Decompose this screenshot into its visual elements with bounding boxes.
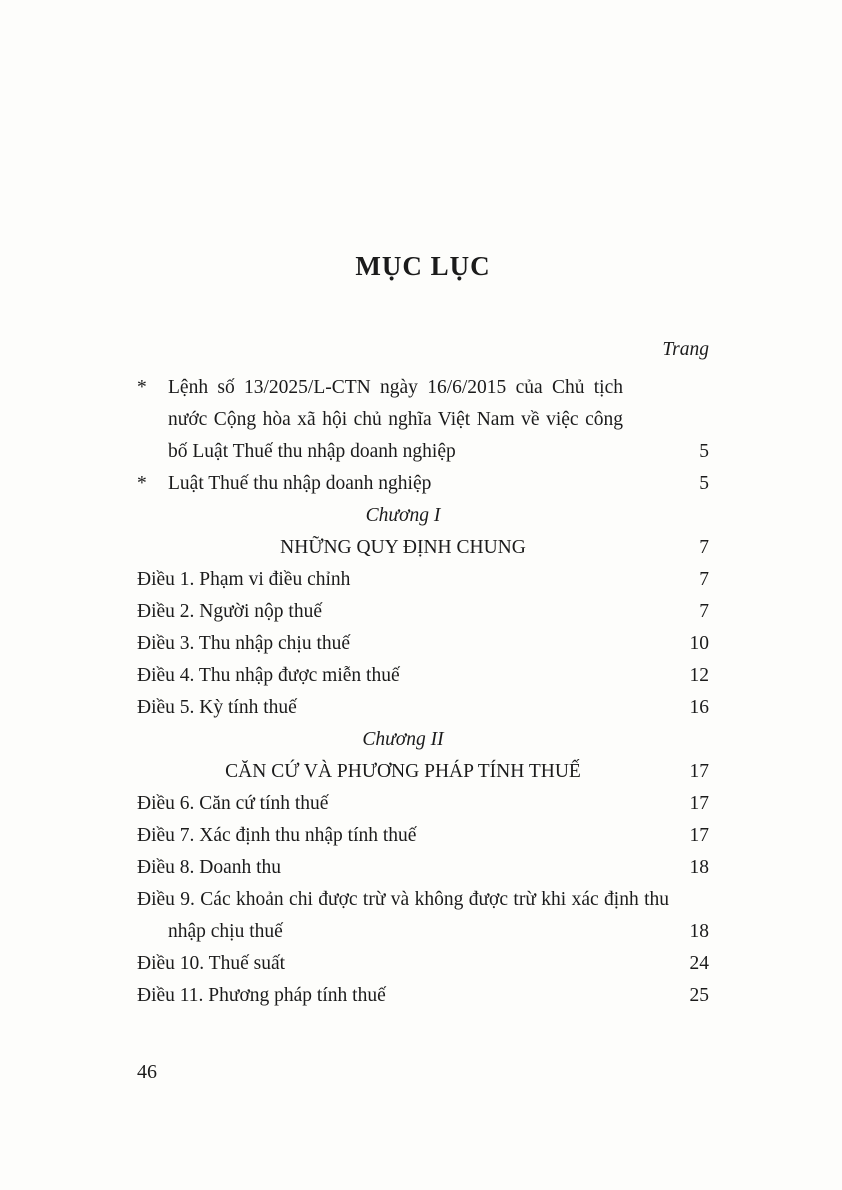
toc-entry-chapter-title	[137, 756, 709, 788]
toc-entry-starred	[137, 372, 709, 468]
toc-entry-article	[137, 884, 709, 948]
toc-entry-page-number: 7	[699, 601, 709, 622]
toc-entry-article	[137, 980, 709, 1012]
toc-entry-page-number: 7	[699, 537, 709, 558]
toc-entry-page-number: 18	[689, 921, 709, 942]
toc-entry-text: Điều 7. Xác định thu nhập tính thuế	[137, 825, 417, 846]
toc-entry-page-number: 12	[689, 665, 709, 686]
toc-entry-page-number: 18	[689, 857, 709, 878]
toc-entry-article	[137, 660, 709, 692]
toc-entry-page-number: 5	[699, 473, 709, 494]
toc-entry-text: Điều 6. Căn cứ tính thuế	[137, 793, 329, 814]
page-column-header: Trang	[662, 339, 709, 360]
toc-entry-text: Điều 2. Người nộp thuế	[137, 601, 322, 622]
toc-entry-article	[137, 628, 709, 660]
toc-entry-text: Lệnh số 13/2025/L-CTN ngày 16/6/2015 của Chủ tịch nước Cộng hòa xã hội chủ nghĩa Việt Nam về việc công bố Luật Thuế thu nhập doanh nghiệp	[168, 377, 623, 462]
toc-entry-text: Điều 1. Phạm vi điều chỉnh	[137, 569, 351, 590]
toc-entry-text: Điều 11. Phương pháp tính thuế	[137, 985, 386, 1006]
toc-entry-article	[137, 692, 709, 724]
toc-entry-article	[137, 788, 709, 820]
star-marker: *	[137, 473, 147, 494]
toc-entry-article	[137, 948, 709, 980]
toc-entry-text: Chương I	[365, 505, 441, 526]
toc-entry-starred	[137, 468, 709, 500]
toc-entry-text: Luật Thuế thu nhập doanh nghiệp	[168, 473, 432, 494]
footer-page-number: 46	[137, 1061, 157, 1083]
toc-entry-page-number: 17	[689, 761, 709, 782]
toc-entry-page-number: 17	[689, 793, 709, 814]
toc-entry-text: Điều 8. Doanh thu	[137, 857, 282, 878]
toc-entry-text: Điều 4. Thu nhập được miễn thuế	[137, 665, 400, 686]
toc-entry-list	[137, 372, 709, 1012]
toc-entry-page-number: 16	[689, 697, 709, 718]
toc-entry-article	[137, 852, 709, 884]
toc-entry-page-number: 10	[689, 633, 709, 654]
toc-entry-page-number: 24	[689, 953, 709, 974]
toc-entry-chapter-label	[137, 724, 709, 756]
toc-entry-text: Điều 5. Kỳ tính thuế	[137, 697, 297, 718]
toc-entry-text: Điều 3. Thu nhập chịu thuế	[137, 633, 351, 654]
toc-entry-page-number: 5	[699, 441, 709, 462]
star-marker: *	[137, 377, 147, 398]
toc-entry-article	[137, 596, 709, 628]
toc-entry-article	[137, 564, 709, 596]
toc-entry-page-number: 7	[699, 569, 709, 590]
toc-entry-text: Điều 10. Thuế suất	[137, 953, 286, 974]
toc-entry-text: Chương II	[362, 729, 444, 750]
toc-entry-text: NHỮNG QUY ĐỊNH CHUNG	[280, 537, 526, 558]
toc-entry-page-number: 25	[689, 985, 709, 1006]
toc-entry-article	[137, 820, 709, 852]
page-title: MỤC LỤC	[355, 251, 491, 281]
toc-entry-page-number: 17	[689, 825, 709, 846]
toc-entry-chapter-label	[137, 500, 709, 532]
toc-entry-chapter-title	[137, 532, 709, 564]
toc-entry-text: CĂN CỨ VÀ PHƯƠNG PHÁP TÍNH THUẾ	[225, 761, 581, 782]
toc-entry-text: Điều 9. Các khoản chi được trừ và không được trừ khi xác định thu nhập chịu thuế	[137, 889, 669, 942]
toc-content	[137, 248, 709, 1012]
